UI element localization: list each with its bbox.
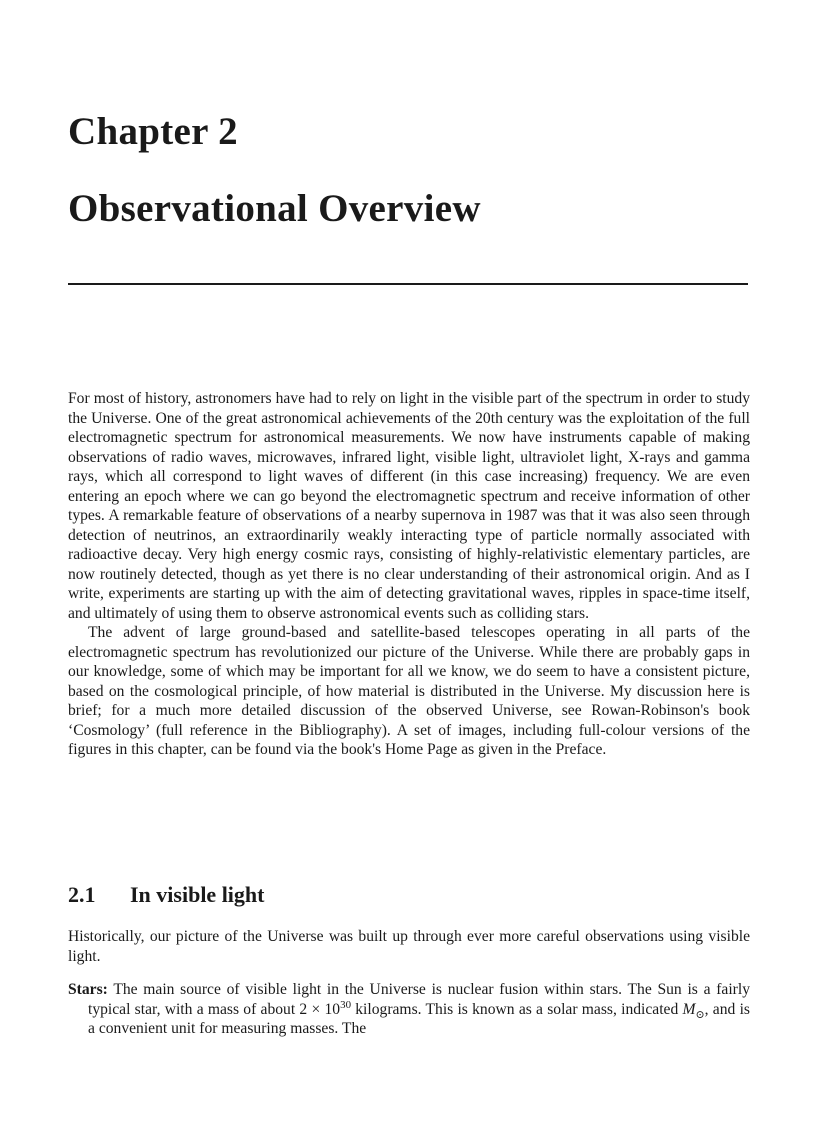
stars-entry xyxy=(68,980,750,1039)
intro-paragraph-2: The advent of large ground-based and satellite-based telescopes operating in all parts of the electromagnetic spectrum has revolutionized our picture of the Universe. While there are probably gaps in our knowledge, some of which may be important for all we know, we do seem to have a consistent picture, based on the cosmological principle, of how material is distributed in the Universe. My discussion here is brief; for a much more detailed discussion of the observed Universe, see Rowan-Robinson's book ‘Cosmology’ (full reference in the Bibliography). A set of images, including full-colour versions of the figures in this chapter, can be found via the book's Home Page as given in the Preface. xyxy=(68,624,750,758)
section-title: In visible light xyxy=(130,882,265,907)
intro-paragraph-1: For most of history, astronomers have had to rely on light in the visible part of the spectrum in order to study the Universe. One of the great astronomical achievements of the 20th century was the exploitation of the full electromagnetic spectrum for astronomical measurements. We now have instruments capable of making observations of radio waves, microwaves, infrared light, visible light, ultraviolet light, X-rays and gamma rays, which all correspond to light waves of different (in this case increasing) frequency. We are even entering an epoch where we can go beyond the electromagnetic spectrum and receive information of other types. A remarkable feature of observations of a nearby supernova in 1987 was that it was also seen through detection of neutrinos, an extraordinarily weakly interacting type of particle normally associated with radioactive decay. Very high energy cosmic rays, consisting of highly-relativistic elementary particles, are now routinely detected, though as yet there is no clear understanding of their astronomical origin. And as I write, experiments are starting up with the aim of detecting gravitational waves, ripples in space-time itself, and ultimately of using them to observe astronomical events such as colliding stars. xyxy=(68,390,750,622)
stars-paragraph xyxy=(68,980,750,1039)
stars-term: Stars: xyxy=(68,981,108,998)
mass-exponent: 30 xyxy=(340,998,352,1011)
chapter-title: Observational Overview xyxy=(68,187,481,230)
stars-text-1: The main source of visible light in the Universe is nuclear fusion within stars. The Sun is a fairly typical star, with a mass of about 2 × 10 xyxy=(88,981,750,1018)
chapter-label: Chapter 2 xyxy=(68,110,238,153)
solar-mass-symbol: M xyxy=(682,1000,696,1018)
chapter-rule xyxy=(68,283,748,285)
intro-text xyxy=(68,389,750,760)
section-heading xyxy=(68,882,264,908)
section-number: 2.1 xyxy=(68,882,96,907)
stars-text-2: kilograms. This is known as a solar mass, indicated xyxy=(351,1000,683,1018)
stars-text-3: , and is a convenient unit for measuring masses. The xyxy=(88,1000,750,1037)
section-intro-paragraph: Historically, our picture of the Universe was built up through ever more careful observations using visible light. xyxy=(68,928,750,965)
solar-mass-subscript: ⊙ xyxy=(695,1008,705,1021)
section-intro xyxy=(68,927,750,966)
